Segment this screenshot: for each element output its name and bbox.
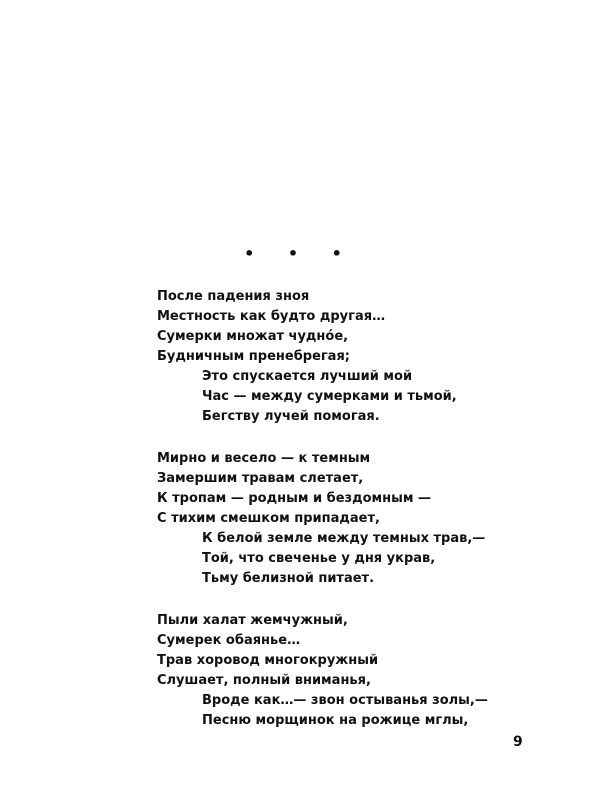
poem-line: Местность как будто другая… xyxy=(157,309,386,324)
stanza xyxy=(157,611,557,731)
poem-line: Слушает, полный вниманья, xyxy=(157,673,371,688)
poem-line-indented: Час — между сумерками и тьмой, xyxy=(202,389,457,404)
poem-line: Сумерки множат чудно́е, xyxy=(157,329,349,344)
poem-line: Замершим травам слетает, xyxy=(157,471,364,486)
poem-line-indented: Это спускается лучший мой xyxy=(202,369,413,384)
poem-line: После падения зноя xyxy=(157,289,310,304)
poem-line-indented: К белой земле между темных трав,— xyxy=(202,531,486,546)
page-number: 9 xyxy=(513,734,523,750)
poem-line-indented: Той, что свеченье у дня украв, xyxy=(202,551,436,566)
poem-line: Будничным пренебрегая; xyxy=(157,349,351,364)
poem xyxy=(157,287,557,753)
poem-line: Мирно и весело — к темным xyxy=(157,451,371,466)
section-asterism: • • • xyxy=(244,244,356,263)
poem-line: Трав хоровод многокружный xyxy=(157,653,379,668)
stanza xyxy=(157,449,557,589)
stanza xyxy=(157,287,557,427)
poem-line-indented: Бегству лучей помогая. xyxy=(202,409,380,424)
poem-line: С тихим смешком припадает, xyxy=(157,511,380,526)
poem-line-indented: Песню морщинок на рожице мглы, xyxy=(202,713,469,728)
poem-line-indented: Тьму белизной питает. xyxy=(202,571,375,586)
poem-line: Пыли халат жемчужный, xyxy=(157,613,348,628)
poem-line: К тропам — родным и бездомным — xyxy=(157,491,432,506)
poem-line-indented: Вроде как…— звон остыванья золы,— xyxy=(202,693,488,708)
poem-line: Сумерек обаянье… xyxy=(157,633,301,648)
